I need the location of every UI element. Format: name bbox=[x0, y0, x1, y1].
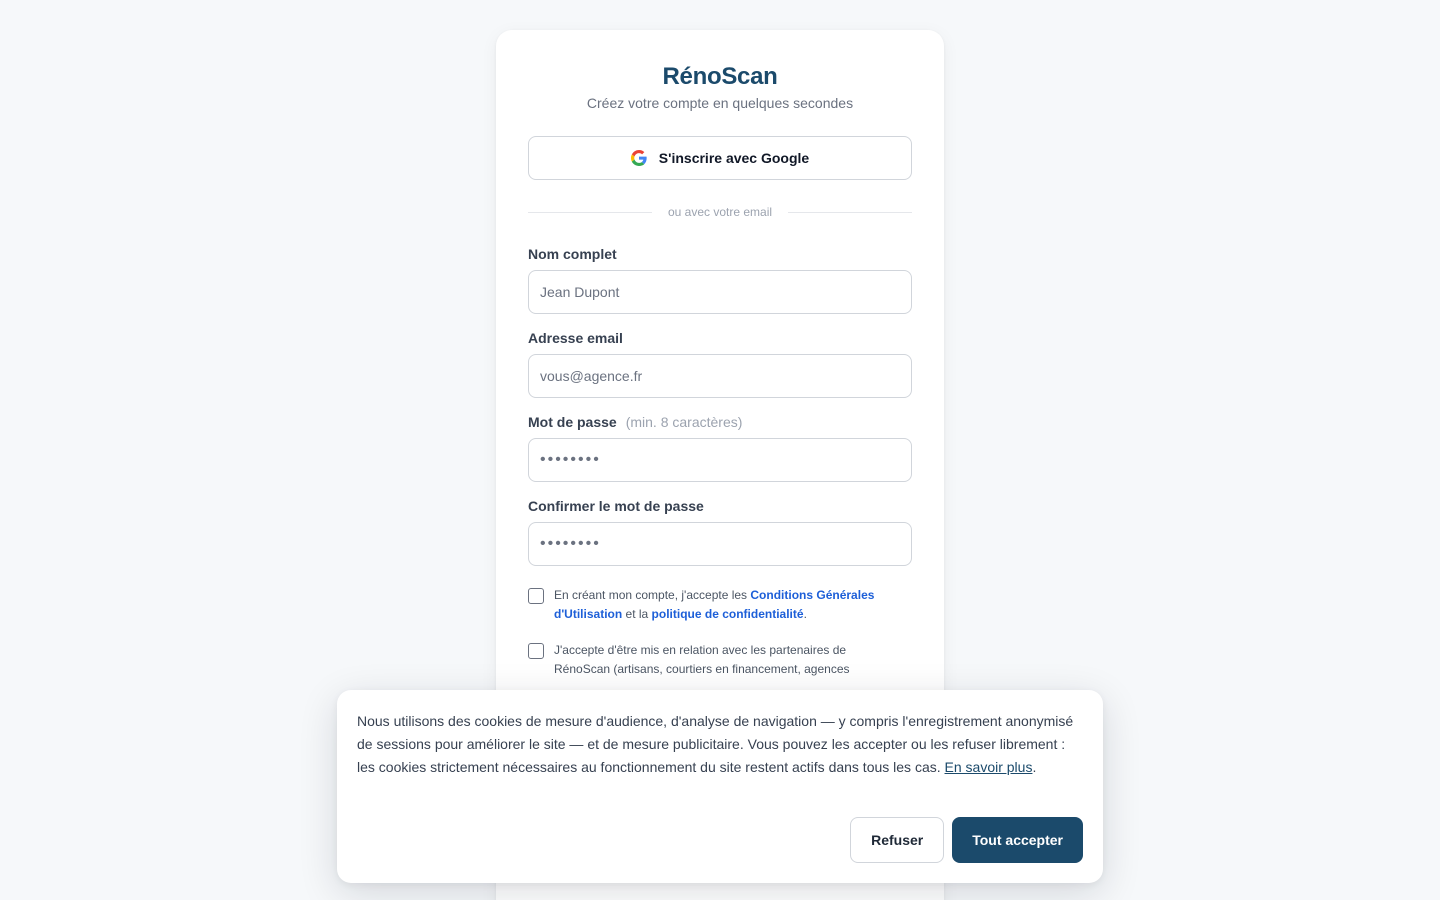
accept-all-cookies-button[interactable]: Tout accepter bbox=[952, 817, 1083, 863]
google-icon bbox=[631, 150, 647, 166]
refuse-cookies-button[interactable]: Refuser bbox=[850, 817, 944, 863]
name-field-group bbox=[528, 244, 912, 314]
confirm-password-label: Confirmer le mot de passe bbox=[528, 498, 704, 514]
google-signup-label: S'inscrire avec Google bbox=[658, 150, 810, 166]
partners-consent-row bbox=[528, 641, 912, 679]
terms-prefix: En créant mon compte, j'accepte les bbox=[554, 588, 751, 602]
email-label: Adresse email bbox=[528, 330, 623, 346]
divider-line-right bbox=[788, 212, 912, 213]
terms-checkbox[interactable] bbox=[528, 588, 544, 604]
divider-line-left bbox=[528, 212, 652, 213]
privacy-link[interactable]: politique de confidentialité bbox=[651, 607, 804, 621]
password-field-group bbox=[528, 412, 912, 482]
email-field-group bbox=[528, 328, 912, 398]
email-input[interactable] bbox=[528, 354, 912, 398]
brand-logo: RénoScan bbox=[662, 63, 778, 90]
terms-consent-row bbox=[528, 586, 912, 624]
password-hint: (min. 8 caractères) bbox=[625, 414, 743, 430]
cookie-text bbox=[357, 710, 1083, 779]
cookie-suffix: . bbox=[1032, 759, 1037, 775]
confirm-password-field-group bbox=[528, 496, 912, 566]
cookie-actions bbox=[850, 817, 1083, 863]
cookie-message: Nous utilisons des cookies de mesure d'audience, d'analyse de navigation — y compris l'enregistrement anonymisé de sessions pour améliorer le site — et de mesure publicitaire. Vous pouvez les accepter ou les refuser librement : les cookies strictement nécessaires au fonctionnement du site restent actifs dans tous les cas. bbox=[357, 713, 1074, 775]
cookie-banner bbox=[337, 690, 1103, 883]
name-label: Nom complet bbox=[528, 246, 617, 262]
terms-text bbox=[554, 586, 904, 624]
partners-checkbox[interactable] bbox=[528, 643, 544, 659]
confirm-password-input[interactable] bbox=[528, 522, 912, 566]
google-signup-button[interactable] bbox=[528, 136, 912, 180]
or-divider bbox=[528, 202, 912, 222]
cookie-learn-more-link[interactable]: En savoir plus bbox=[944, 759, 1033, 775]
name-input[interactable] bbox=[528, 270, 912, 314]
partners-text: J'accepte d'être mis en relation avec les partenaires de RénoScan (artisans, courtiers en financement, agences bbox=[554, 643, 850, 676]
divider-text: ou avec votre email bbox=[667, 205, 773, 219]
terms-suffix: . bbox=[803, 607, 807, 621]
password-label-row bbox=[528, 412, 912, 432]
terms-middle: et la bbox=[622, 607, 652, 621]
password-label: Mot de passe bbox=[528, 414, 617, 430]
cgu-link[interactable]: Conditions Générales d'Utilisation bbox=[554, 588, 875, 621]
page-subtitle: Créez votre compte en quelques secondes bbox=[586, 95, 854, 111]
password-input[interactable] bbox=[528, 438, 912, 482]
